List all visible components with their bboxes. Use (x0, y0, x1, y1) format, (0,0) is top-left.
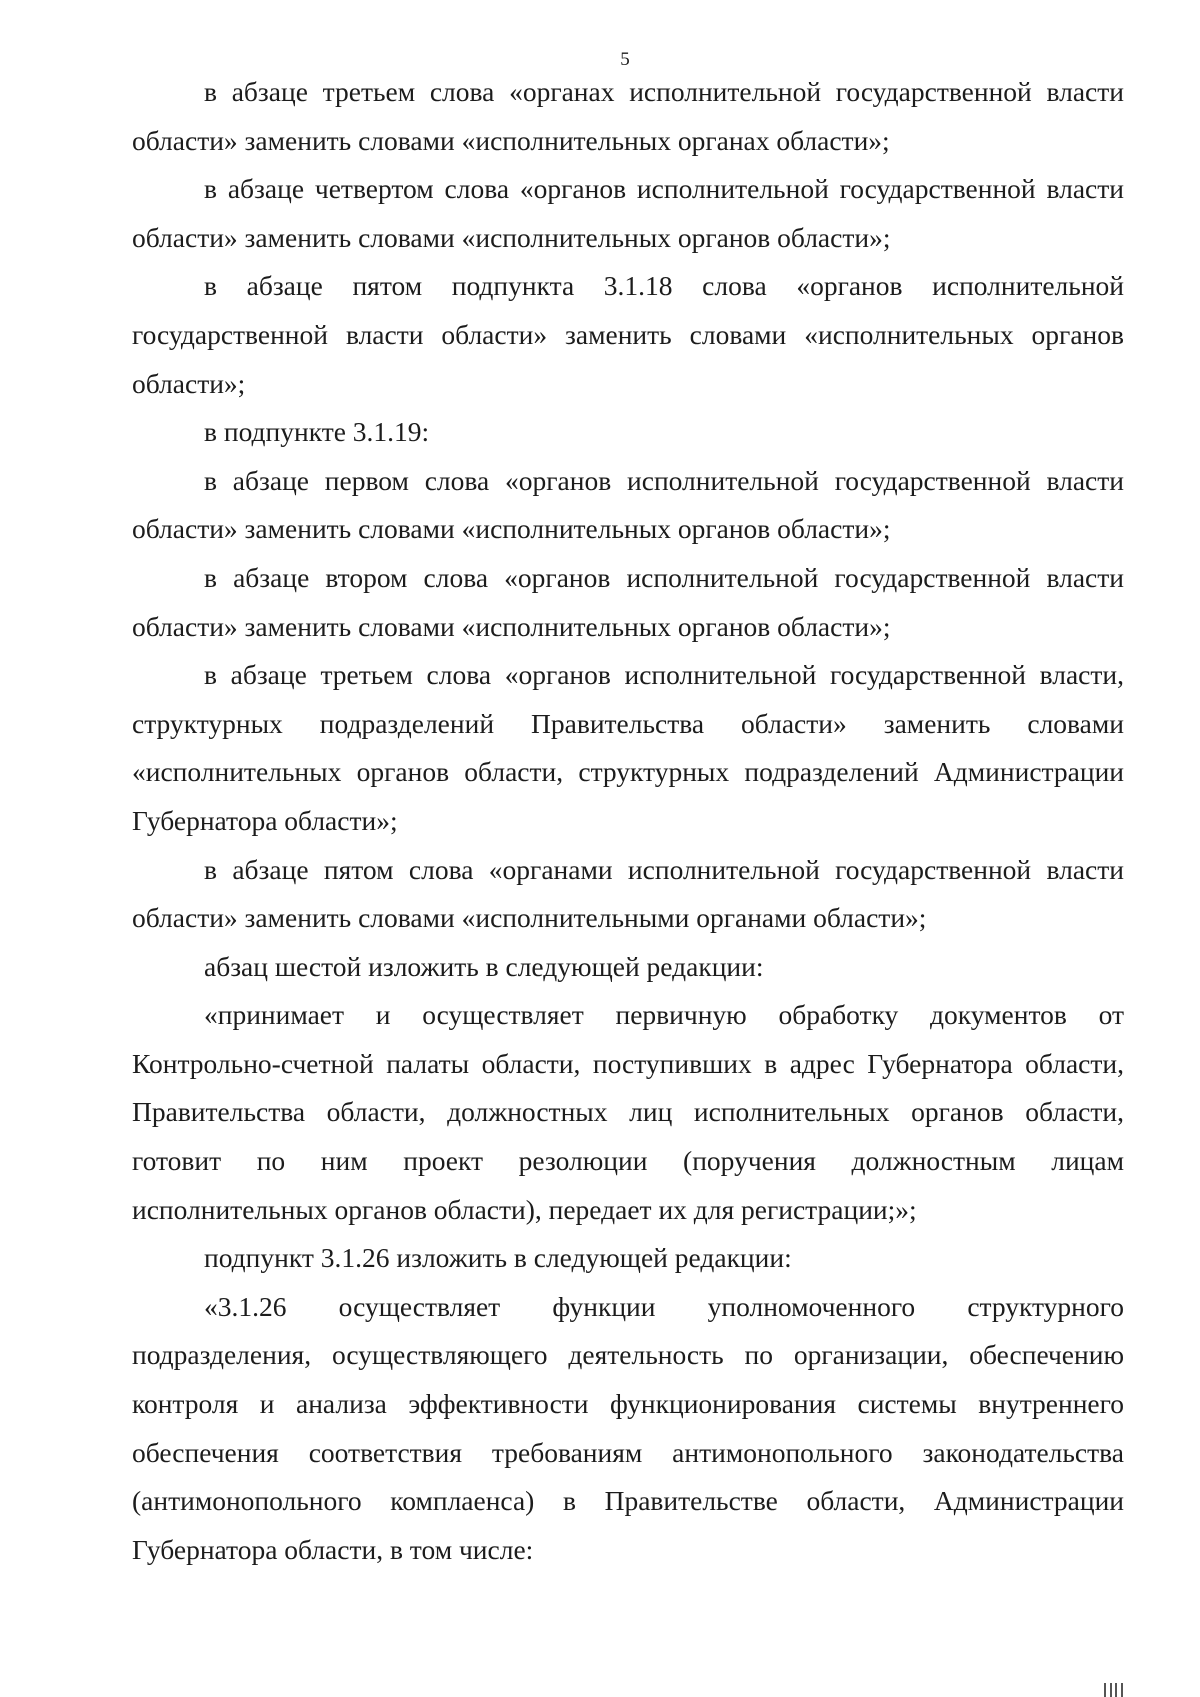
scan-artifact (1110, 1683, 1112, 1697)
paragraph: в подпункте 3.1.19: (204, 416, 430, 448)
scan-artifact (1104, 1683, 1106, 1697)
paragraph: в абзаце четвертом слова «органов исполнительной государственной власти области» заменить словами «исполнительных органов области»; (132, 173, 1124, 253)
scan-artifact (1115, 1683, 1117, 1697)
paragraph: «принимает и осуществляет первичную обработку документов от Контрольно-счетной палаты области, поступивших в адрес Губернатора области, Правительства области, должностных лиц исполнительных органов области, готовит по ним проект резолюции (поручения должностным лицам исполнительных органов области), передает их для регистрации;»; (132, 999, 1124, 1225)
paragraph: в абзаце пятом слова «органами исполнительной государственной власти области» заменить словами «исполнительными органами области»; (132, 853, 1124, 934)
paragraph: в абзаце третьем слова «органов исполнительной государственной власти, структурных подразделений Правительства области» заменить словами «исполнительных органов области, структурных подразделений Администрации Губернатора области»; (132, 659, 1124, 836)
scan-artifact (1121, 1683, 1123, 1697)
paragraph: абзац шестой изложить в следующей редакции: (204, 950, 764, 982)
paragraph: в абзаце пятом подпункта 3.1.18 слова «органов исполнительной государственной власти области» заменить словами «исполнительных органов области»; (132, 270, 1124, 399)
paragraph: подпункт 3.1.26 изложить в следующей редакции: (204, 1242, 792, 1274)
document-body (132, 68, 1124, 1574)
page-number: 5 (620, 49, 630, 70)
paragraph: в абзаце первом слова «органов исполнительной государственной власти области» заменить словами «исполнительных органов области»; (132, 464, 1124, 545)
paragraph: в абзаце втором слова «органов исполнительной государственной власти области» заменить словами «исполнительных органов области»; (132, 561, 1124, 642)
paragraph: «3.1.26 осуществляет функции уполномоченного структурного подразделения, осуществляющего деятельность по организации, обеспечению контроля и анализа эффективности функционирования системы внутреннего обеспечения соответствия требованиям антимонопольного законодательства (антимонопольного комплаенса) в Правительстве области, Администрации Губернатора области, в том числе: (132, 1290, 1124, 1565)
paragraph: в абзаце третьем слова «органах исполнительной государственной власти области» заменить словами «исполнительных органах области»; (132, 76, 1124, 156)
